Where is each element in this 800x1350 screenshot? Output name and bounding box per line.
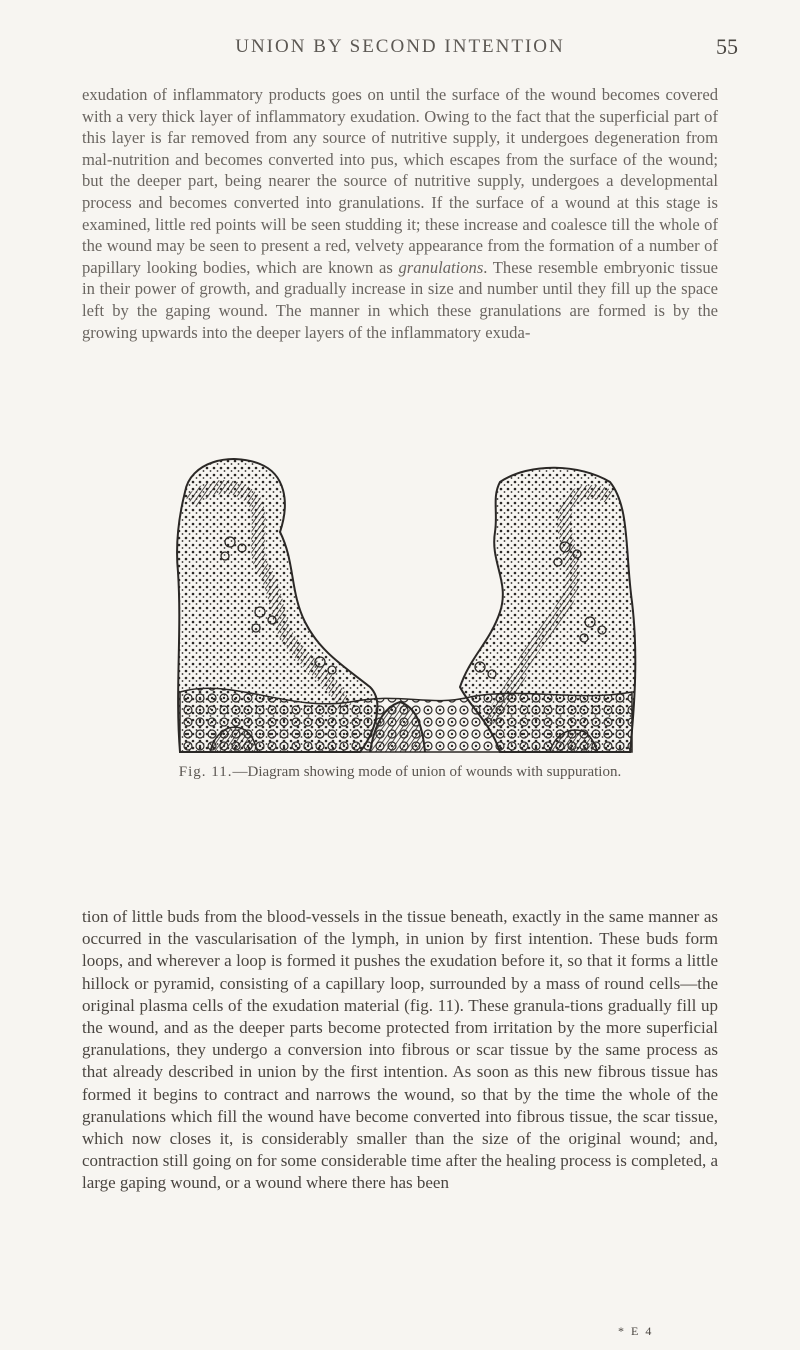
paragraph-top <box>82 84 718 343</box>
figure-caption-text: —Diagram showing mode of union of wounds with suppuration. <box>232 764 622 780</box>
page-number: 55 <box>716 34 738 59</box>
figure-label: Fig. 11. <box>178 764 233 780</box>
paragraph-top-part-1: exudation of inflammatory products goes on until the surface of the wound becomes covered with a very thick layer of inflammatory exudation. Owing to the fact that the superficial part of this layer is far removed from any source of nutritive supply, it undergoes degeneration from mal-nutrition and becomes converted into pus, which escapes from the surface of the wound; but the deeper part, being nearer the source of nutritive supply, undergoes a developmental process and becomes converted into granulations. If the surface of a wound at this stage is examined, little red points will be seen studding it; these increase and coalesce till the whole of the wound may be seen to present a red, velvety appearance from the formation of a number of papillary looking bodies, which are known as <box>82 85 718 277</box>
paragraph-bottom: tion of little buds from the blood-vessels in the tissue beneath, exactly in the same manner as occurred in the vascularisation of the lymph, in union by first intention. These buds form loops, and wherever a loop is formed it pushes the exudation before it, so that it forms a little hillock or pyramid, consisting of a capillary loop, surrounded by a mass of round cells—the original plasma cells of the exudation material (fig. 11). These granula-tions gradually fill up the wound, and as the deeper parts become protected from irritation by the more superficial granulations, they undergo a conversion into fibrous or scar tissue by the same process as that already described in union by the first intention. As soon as this new fibrous tissue has formed it begins to contract and narrows the wound, so that by the time the whole of the granulations which fill the wound have become converted into fibrous tissue, the scar tissue, which now closes it, is considerably smaller than the size of the original wound; and, contraction still going on for some considerable time after the healing process is completed, a large gaping wound, or a wound where there has been <box>82 907 718 1193</box>
figure-caption <box>0 764 800 781</box>
figure-11-illustration <box>170 452 640 762</box>
term-granulations: granulations <box>398 257 484 277</box>
running-title: UNION BY SECOND INTENTION <box>235 36 565 57</box>
signature-mark: * E 4 <box>618 1324 654 1338</box>
paragraph-top-part-2: . These resemble embryonic tissue in their power of growth, and gradually increase in size and number until they fill up the space left by the gaping wound. The manner in which these granulations are formed is by the growing upwards into the deeper layers of the inflammatory exuda- <box>82 257 718 342</box>
